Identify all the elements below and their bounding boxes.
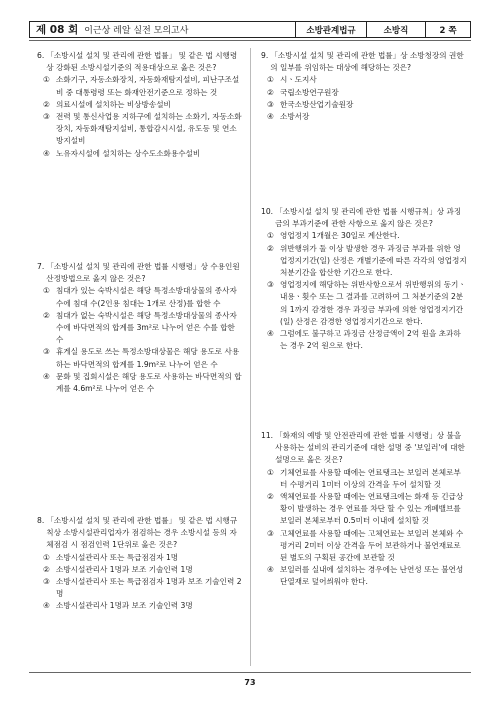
option-2[interactable] <box>267 87 468 99</box>
question-text: 「화재의 예방 및 안전관리에 관한 법률 시행령」상 불을 사용하는 설비의 관리기준에 대한 설명 중 '보일러'에 대한 설명으로 옳은 것은? <box>275 431 465 465</box>
option-text: 소방시설관리사 또는 특급점검자 1명과 보조 기술인력 2명 <box>56 577 242 599</box>
option-mark: ② <box>267 243 274 253</box>
subject-label: 소방관계법규 <box>295 22 366 37</box>
option-mark: ① <box>267 231 274 241</box>
option-text: 침대가 없는 숙박시설은 해당 특정소방대상물의 종사자 수에 바닥면적의 합계를 3m²로 나누어 얻은 수를 합한 수 <box>56 310 237 345</box>
option-mark: ③ <box>43 577 50 587</box>
question-stem <box>261 430 468 467</box>
option-1[interactable] <box>267 74 468 86</box>
option-2[interactable] <box>267 491 468 528</box>
header-title-area <box>30 22 295 37</box>
question-stem <box>37 515 244 552</box>
option-mark: ④ <box>43 371 50 381</box>
option-text: 영업정지 1개월은 30일로 계산한다. <box>280 231 400 241</box>
option-1[interactable] <box>267 467 468 491</box>
option-text: 노유자시설에 설치하는 상수도소화용수설비 <box>56 148 201 158</box>
question-9 <box>261 50 468 123</box>
option-text: 전력 및 통신사업용 지하구에 설치하는 소화기, 자동소화장치, 자동화재탐지설비, 통합감시시설, 유도등 및 연소방지설비 <box>56 112 242 146</box>
option-mark: ① <box>43 286 50 296</box>
option-text: 그럼에도 불구하고 과징금 산정금액이 2억 원을 초과하는 경우 2억 원으로 한다. <box>280 329 461 351</box>
option-mark: ② <box>267 492 274 502</box>
option-mark: ③ <box>267 528 274 538</box>
question-10 <box>261 206 468 352</box>
question-11 <box>261 430 468 589</box>
footer-rule <box>29 672 471 673</box>
option-mark: ④ <box>267 112 274 122</box>
option-mark: ② <box>43 564 50 574</box>
question-7 <box>37 261 244 395</box>
option-3[interactable] <box>267 528 468 565</box>
question-text: 「소방시설 설치 및 관리에 관한 법률」상 소방청장의 권한의 일부를 위임하는 대상에 해당하는 것은? <box>270 51 464 73</box>
option-1[interactable] <box>267 230 468 242</box>
option-text: 액체연료를 사용할 때에는 연료탱크에는 화재 등 긴급상황이 발생하는 경우 연료를 차단 할 수 있는 개폐밸브를 보일러 본체로부터 0.5미터 이내에 설치할 것 <box>280 492 464 526</box>
option-text: 영업정지에 해당하는 위반사항으로서 위반행위의 동기ㆍ내용ㆍ횟수 또는 그 결과를 고려하여 그 처분기준의 2분의 1까지 감경한 경우 과징금 부과에 의한 영업정지기간(일) 산정은 감경한 영업정지기간으로 한다. <box>280 280 466 326</box>
option-mark: ① <box>267 75 274 85</box>
option-1[interactable] <box>43 285 244 309</box>
question-stem <box>37 261 244 285</box>
option-mark: ① <box>43 75 50 85</box>
option-mark: ② <box>43 310 50 320</box>
option-3[interactable] <box>267 99 468 111</box>
question-number: 8. <box>37 516 45 525</box>
option-text: 침대가 있는 숙박시설은 해당 특정소방대상물의 종사자 수에 침대 수(2인용 침대는 1개로 산정)를 합한 수 <box>56 286 237 308</box>
option-4[interactable] <box>267 111 468 123</box>
option-text: 휴게실 용도로 쓰는 특정소방대상물은 해당 용도로 사용하는 바닥면적의 합계를 1.9m²로 나누어 얻은 수 <box>56 347 240 369</box>
option-mark: ② <box>43 99 50 109</box>
option-text: 국립소방연구원장 <box>280 87 339 97</box>
option-2[interactable] <box>43 564 244 576</box>
option-3[interactable] <box>43 576 244 600</box>
question-text: 「소방시설 설치 및 관리에 관한 법률」 및 같은 법 시행규칙상 소방시설관리업자가 점검하는 경우 소방시설 등의 자체점검 시 점검인력 1단위로 옳은 것은? <box>46 516 238 550</box>
option-text: 위반행위가 둘 이상 발생한 경우 과징금 부과를 위한 영업정지기간(일) 산정은 개별기준에 따른 각각의 영업정지 처분기간을 합산한 기간으로 한다. <box>280 243 467 278</box>
option-4[interactable] <box>267 564 468 588</box>
question-stem <box>261 50 468 74</box>
option-2[interactable] <box>267 243 468 280</box>
option-4[interactable] <box>43 600 244 612</box>
option-text: 소방시설관리사 또는 특급점검자 1명 <box>56 552 179 562</box>
option-4[interactable] <box>267 328 468 352</box>
question-text: 「소방시설 설치 및 관리에 관한 법률 시행령」상 수용인원 산정방법으로 옳지 않은 것은? <box>46 262 240 284</box>
option-mark: ① <box>43 552 50 562</box>
option-mark: ④ <box>267 329 274 339</box>
option-mark: ④ <box>267 565 274 575</box>
option-text: 소방서장 <box>280 112 310 122</box>
option-text: 소방시설관리사 1명과 보조 기술인력 3명 <box>56 601 193 611</box>
option-text: 문화 및 집회시설은 해당 용도로 사용하는 바닥면적의 합계를 4.6m²로 나누어 얻은 수 <box>56 371 242 394</box>
question-8 <box>37 515 244 613</box>
option-text: 보일러를 실내에 설치하는 경우에는 난연성 또는 불연성 단열재로 덮어씌워야 한다. <box>280 565 464 587</box>
question-number: 6. <box>37 51 45 60</box>
option-3[interactable] <box>267 279 468 328</box>
option-2[interactable] <box>43 310 244 347</box>
option-mark: ③ <box>267 280 274 290</box>
exam-header <box>29 21 471 38</box>
option-1[interactable] <box>43 552 244 564</box>
option-3[interactable] <box>43 111 244 148</box>
page-label: 2 쪽 <box>425 22 470 37</box>
option-4[interactable] <box>43 148 244 160</box>
question-number: 10. <box>261 207 274 216</box>
question-number: 7. <box>37 262 45 271</box>
question-stem <box>37 50 244 74</box>
option-text: 기체연료를 사용할 때에는 연료탱크는 보일러 본체로부터 수평거리 1미터 이상의 간격을 두어 설치할 것 <box>280 467 461 489</box>
option-mark: ④ <box>43 601 50 611</box>
option-text: 한국소방산업기술원장 <box>280 99 354 109</box>
option-text: 의료시설에 설치하는 비상방송설비 <box>56 99 171 109</box>
exam-title: 이근상 레알 실전 모의고사 <box>84 26 189 36</box>
option-3[interactable] <box>43 346 244 370</box>
option-mark: ① <box>267 467 274 477</box>
option-mark: ② <box>267 87 274 97</box>
question-number: 11. <box>261 431 274 440</box>
option-text: 소화기구, 자동소화장치, 자동화재탐지설비, 피난구조설비 중 대통령령 또는 화재안전기준으로 정하는 것 <box>56 75 240 97</box>
option-text: 고체연료를 사용할 때에는 고체연료는 보일러 본체와 수평거리 2미터 이상 간격을 두어 보관하거나 불연재료로 된 별도의 구획된 공간에 보관할 것 <box>280 528 464 563</box>
question-stem <box>261 206 468 230</box>
header-rule <box>29 40 471 41</box>
option-text: 시ㆍ도지사 <box>280 75 317 85</box>
page-number: 73 <box>244 678 256 687</box>
question-6 <box>37 50 244 160</box>
option-4[interactable] <box>43 371 244 395</box>
question-text: 「소방시설 설치 및 관리에 관한 법률 시행규칙」상 과징금의 부과기준에 관한 사항으로 옳지 않은 것은? <box>275 207 462 229</box>
option-mark: ③ <box>43 112 50 122</box>
exam-round: 제 08 회 <box>36 24 79 36</box>
track-label: 소방직 <box>366 22 425 37</box>
option-2[interactable] <box>43 99 244 111</box>
option-1[interactable] <box>43 74 244 98</box>
option-mark: ③ <box>267 99 274 109</box>
option-mark: ④ <box>43 148 50 158</box>
option-text: 소방시설관리사 1명과 보조 기술인력 1명 <box>56 564 193 574</box>
option-mark: ③ <box>43 347 50 357</box>
question-number: 9. <box>261 51 269 60</box>
column-divider <box>250 48 251 666</box>
question-text: 「소방시설 설치 및 관리에 관한 법률」 및 같은 법 시행령상 강화된 소방시설기준의 적용대상으로 옳은 것은? <box>46 51 238 73</box>
